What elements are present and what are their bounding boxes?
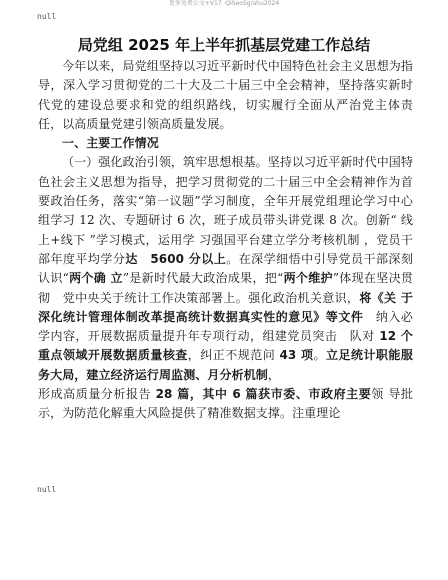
bold-run: 两个确 立 xyxy=(68,271,123,286)
text-run: （一）强化政治引领，筑牢思想根基。坚持以习近平新时代中国特色社会主义思想为指导，把学习贯彻党的二十届三中全会精神作为首要政治任务，落实“第一议题”学习制度，全年开展党组理论学习中心组学习 12 次、专题研讨 6 次，班子成员带头讲党课 8 次。创新“ 线上+线下 ”学习模式，运用学 习强国平台建立学分考核机制 ，党员干部年度平均学分 xyxy=(38,155,413,266)
null-marker-top: null xyxy=(37,12,57,21)
document-title: 局党组 2025 年上半年抓基层党建工作总结 xyxy=(77,36,371,54)
section-heading-main-work: 一、主要工作情况 xyxy=(62,136,159,151)
text-run: ”体现在坚决贯彻 党中央关于统计工作决策部署上。强化政治机关意识， xyxy=(38,271,413,305)
null-marker-bottom: null xyxy=(37,485,57,494)
text-run: ”是新时代最大政治成果，把“ xyxy=(122,271,284,286)
bold-run: 将《关 于深化统计管理体制改革提高统计数据真实性的意见》等文件 xyxy=(38,290,413,324)
bold-run: 达 5600 分以上 xyxy=(125,251,227,266)
text-run: 领 导批示，为防范化解重大风险提供了精准数据支撑。注重理论 xyxy=(38,387,413,421)
text-run: 纳入必学内容，开展数据质量提升年专项行动，组建党员突击 队对 xyxy=(38,309,413,344)
text-run: 。 xyxy=(313,348,326,363)
bold-run: 两个维护 xyxy=(283,271,333,286)
document-body xyxy=(38,57,413,424)
text-run: 。在深学细悟中引导党员干部深刻认识“ xyxy=(38,251,414,286)
bold-run: 立足统计职能服务大局，建立经济运行周监测、月分析机制 xyxy=(38,348,413,382)
bold-run: 28 篇，其中 6 篇获市委、市政府主要 xyxy=(155,387,372,402)
bold-run: 43 项 xyxy=(279,348,314,363)
header-watermark: 更多免费公文+V17 ·QiSeoSg/ahu2024 xyxy=(168,0,280,7)
paragraph-political-guidance xyxy=(38,153,413,385)
text-run: ，纠正不规范问 xyxy=(187,348,280,363)
paragraph-continuation xyxy=(38,385,413,424)
text-run: ， xyxy=(267,367,281,382)
bold-run: 12 个重点领域开展数据质量核查 xyxy=(38,329,413,363)
intro-paragraph: 今年以来，局党组坚持以习近平新时代中国特色社会主义思想为指导，深入学习贯彻党的二十大及二十届三中全会精神，坚持落实新时代党的建设总要求和党的组织路线，切实履行全面从严治党主体责任，以高质量党建引领高质量发展。 xyxy=(38,59,413,131)
text-run: 形成高质量分析报告 xyxy=(38,387,156,402)
